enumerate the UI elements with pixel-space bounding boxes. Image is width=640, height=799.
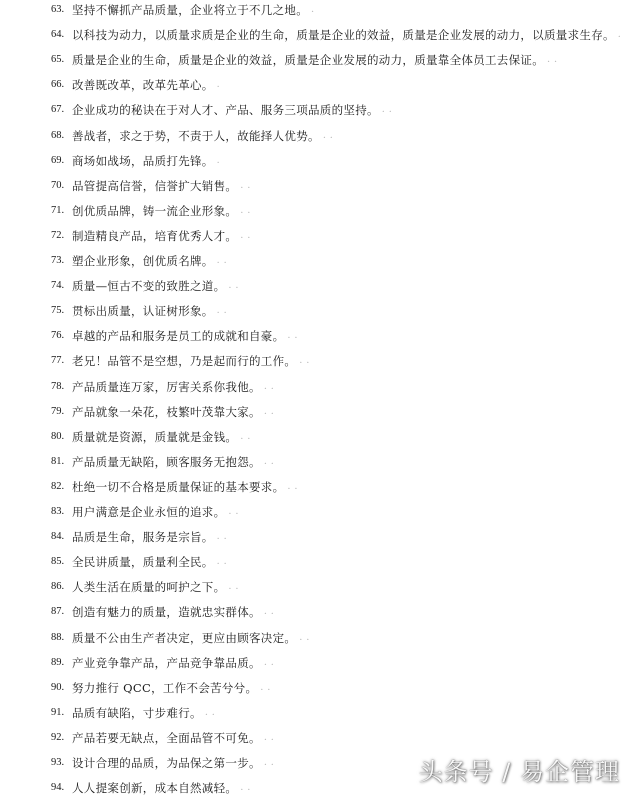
item-text: 品管提高信誉，信誉扩大销售。 [72,178,238,193]
paragraph-mark: ．． [263,606,283,618]
list-item [51,326,630,346]
item-text: 企业成功的秘诀在于对人才、产品、服务三项品质的坚持。 [72,103,379,118]
list-item [51,251,630,271]
item-number: 83. [51,506,65,517]
item-text: 产品若要无缺点，全面品管不可免。 [72,730,261,745]
list-item [51,602,630,622]
item-text: 产业竞争靠产品，产品竞争靠品质。 [72,655,261,670]
item-number: 72. [51,229,65,241]
item-number: 81. [51,455,65,467]
paragraph-mark: ．． [381,104,401,116]
item-number: 90. [51,681,65,693]
paragraph-mark: ．． [216,556,236,568]
item-text: 塑企业形象，创优质名牌。 [72,254,214,268]
item-text: 产品质量连万家，厉害关系你我他。 [72,379,261,394]
item-text: 质量—恒古不变的致胜之道。 [72,279,226,294]
paragraph-mark: ．． [240,229,260,241]
paragraph-mark: ．． [322,129,342,141]
item-number: 71. [51,204,65,216]
list-item [51,577,630,597]
item-text: 产品就象一朵花，枝繁叶茂靠大家。 [72,404,261,419]
item-number: 70. [51,179,65,191]
paragraph-mark: ．． [299,631,319,643]
item-text: 善战者，求之于势，不责于人，故能择人优势。 [72,128,320,143]
list-item [51,151,630,171]
item-text: 用户满意是企业永恒的追求。 [72,505,226,519]
list-item [51,527,630,547]
paragraph-mark: ．． [287,330,307,342]
paragraph-mark: ． [617,29,630,41]
item-number: 92. [51,731,65,743]
list-item [51,477,630,497]
paragraph-mark: ．． [204,706,224,718]
item-text: 贯标出质量，认证树形象。 [72,304,214,319]
list-item [51,301,630,321]
item-text: 制造精良产品，培育优秀人才。 [72,228,238,243]
item-number: 64. [51,29,65,41]
list-item [51,25,630,45]
paragraph-mark: ． [311,4,323,15]
item-number: 75. [51,305,65,317]
item-text: 设计合理的品质，为品保之第一步。 [72,756,261,770]
paragraph-mark: ．． [216,305,236,317]
paragraph-mark: ．． [228,506,248,517]
paragraph-mark: ． [216,154,229,166]
item-text: 全民讲质量，质量利全民。 [72,555,214,570]
paragraph-mark: ．． [299,355,319,367]
paragraph-mark: ． [216,79,229,91]
item-number: 66. [51,79,65,91]
item-text: 品质是生命，服务是宗旨。 [72,530,214,545]
list-item [51,402,630,422]
paragraph-mark: ．． [260,681,280,693]
paragraph-mark: ．． [263,757,283,768]
item-number: 77. [51,355,65,367]
watermark: 头条号 / 易企管理 [418,758,620,786]
list-item [51,552,630,572]
list-item [51,377,630,397]
item-text: 人人提案创新，成本自然减轻。 [72,781,238,796]
item-number: 79. [51,405,65,417]
paragraph-mark: ．． [547,54,566,66]
list-item [51,276,630,296]
item-number: 86. [51,581,65,593]
list-item [51,351,630,371]
list-item [51,728,630,748]
item-text: 老兄！品管不是空想，乃是起而行的工作。 [72,354,297,369]
item-number: 65. [51,54,65,66]
list-item [51,0,630,20]
list-item [51,452,630,472]
paragraph-mark: ．． [263,455,283,467]
item-text: 创造有魅力的质量，造就忠实群体。 [72,605,261,620]
paragraph-mark: ．． [216,255,236,266]
list-item [51,427,630,447]
item-number: 85. [51,556,65,568]
paragraph-mark: ．． [263,656,283,668]
item-number: 76. [51,330,65,342]
item-text: 创优质品牌，铸一流企业形象。 [72,203,238,218]
list-item [51,502,630,522]
item-number: 91. [51,706,65,718]
item-number: 89. [51,656,65,668]
list-item [51,75,630,95]
paragraph-mark: ．． [240,204,260,216]
item-text: 努力推行 QCC，工作不会苦兮兮。 [72,680,258,695]
paragraph-mark: ．． [263,405,283,417]
item-number: 74. [51,280,65,292]
item-number: 63. [51,4,65,15]
item-text: 质量是企业的生命，质量是企业的效益，质量是企业发展的动力，质量靠全体员工去保证。 [72,53,544,68]
list-item [51,126,630,146]
item-text: 改善既改革，改革先革心。 [72,78,214,93]
list-item [51,653,630,673]
item-number: 88. [51,631,65,643]
item-number: 93. [51,757,65,768]
item-text: 商场如战场，品质打先锋。 [72,153,214,168]
item-text: 品质有缺陷，寸步难行。 [72,705,202,720]
paragraph-mark: ．． [216,531,236,543]
item-number: 73. [51,255,65,266]
item-text: 杜绝一切不合格是质量保证的基本要求。 [72,479,285,494]
list-item [51,226,630,246]
paragraph-mark: ．． [240,430,260,442]
list-item [51,628,630,648]
paragraph-mark: ．． [228,280,248,292]
item-number: 94. [51,782,65,794]
paragraph-mark: ．． [228,581,248,593]
list-item [51,50,630,70]
item-text: 卓越的产品和服务是员工的成就和自豪。 [72,329,285,344]
item-text: 坚持不懈抓产品质量，企业将立于不几之地。 [72,3,308,17]
list-item [51,678,630,698]
list-item [51,100,630,120]
item-number: 87. [51,606,65,618]
paragraph-mark: ．． [240,782,260,794]
list-item [51,703,630,723]
paragraph-mark: ．． [263,731,283,743]
item-number: 82. [51,480,65,492]
list-item [51,201,630,221]
item-number: 69. [51,154,65,166]
paragraph-mark: ．． [263,380,283,392]
item-text: 质量不公由生产者决定，更应由顾客决定。 [72,630,297,645]
item-text: 产品质量无缺陷，顾客服务无抱怨。 [72,454,261,469]
paragraph-mark: ．． [240,179,260,191]
item-text: 人类生活在质量的呵护之下。 [72,580,226,595]
item-number: 80. [51,430,65,442]
item-number: 78. [51,380,65,392]
item-text: 质量就是资源，质量就是金钱。 [72,429,238,444]
item-number: 84. [51,531,65,543]
item-number: 68. [51,129,65,141]
paragraph-mark: ．． [287,480,307,492]
item-text: 以科技为动力，以质量求质是企业的生命，质量是企业的效益，质量是企业发展的动力，以质量求生存。 [72,28,615,43]
item-number: 67. [51,104,65,116]
list-item [51,176,630,196]
